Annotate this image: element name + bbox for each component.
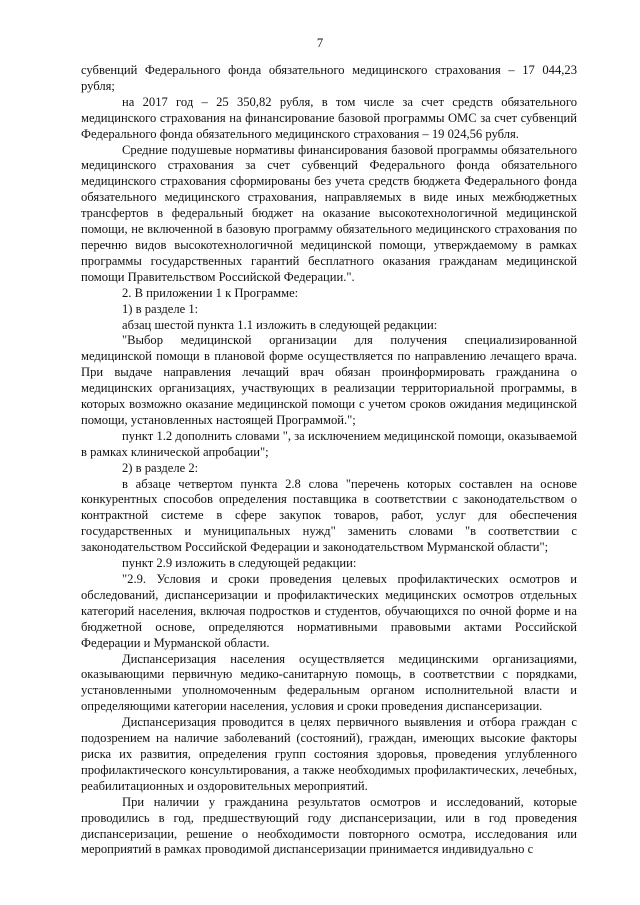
paragraph: в абзаце четвертом пункта 2.8 слова "перечень которых составлен на основе конкурентных способов определения поставщика в соответствии с законодательством о контрактной системе в сфере закупок товаров, работ, услуг для обеспечения государственных и муниципальных нужд" заменить словами "в соответствии с законодательством Российской Федерации и законодательством Мурманской области"; [81, 476, 577, 555]
paragraph: Диспансеризация населения осуществляется медицинскими организациями, оказывающими первичную медико-санитарную помощь, в соответствии с порядками, установленными уполномоченным федеральным органом исполнительной власти и определяющими категории населения, условия и сроки проведения диспансеризации. [81, 651, 577, 714]
page-number: 7 [316, 36, 324, 50]
paragraph: 2. В приложении 1 к Программе: [122, 285, 299, 300]
paragraph: субвенций Федерального фонда обязательного медицинского страхования – 17 044,23 рубля; [81, 63, 577, 93]
paragraph: 2) в разделе 2: [122, 460, 199, 475]
paragraph: пункт 1.2 дополнить словами ", за исключением медицинской помощи, оказываемой в рамках клинической апробации"; [81, 428, 577, 459]
document-body [81, 63, 577, 858]
paragraph: Средние подушевые нормативы финансирования базовой программы обязательного медицинского страхования за счет субвенций Федерального фонда обязательного медицинского страхования сформированы без учета средств бюджета Федерального фонда обязательного медицинского страхования, направляемых в виде иных межбюджетных трансфертов в федеральный бюджет на оказание высокотехнологичной медицинской помощи, не включенной в базовую программу обязательного медицинского страхования по перечню видов высокотехнологичной медицинской помощи, утверждаемому в рамках программы государственных гарантий бесплатного оказания гражданам медицинской помощи Правительством Российской Федерации.". [81, 142, 577, 284]
paragraph: абзац шестой пункта 1.1 изложить в следующей редакции: [122, 317, 438, 332]
paragraph: пункт 2.9 изложить в следующей редакции: [122, 556, 357, 571]
paragraph: "Выбор медицинской организации для получения специализированной медицинской помощи в плановой форме осуществляется по направлению лечащего врача. При выдаче направления лечащий врач обязан проинформировать гражданина о медицинских организациях, участвующих в реализации территориальной программы, в которых возможно оказание медицинской помощи с учетом сроков ожидания медицинской помощи, установленных настоящей Программой."; [81, 333, 577, 427]
paragraph: Диспансеризация проводится в целях первичного выявления и отбора граждан с подозрением на наличие заболеваний (состояний), граждан, имеющих высокие факторы риска их развития, определения групп состояния здоровья, проведения углубленного профилактического консультирования, а также необходимых профилактических, лечебных, реабилитационных и оздоровительных мероприятий. [81, 715, 577, 793]
paragraph: 1) в разделе 1: [122, 301, 199, 316]
paragraph: При наличии у гражданина результатов осмотров и исследований, которые проводились в год, предшествующий году диспансеризации, или в год проведения диспансеризации, решение о необходимости повторного осмотра, исследования или мероприятий в рамках проводимой диспансеризации принимается индивидуально с [81, 794, 577, 857]
paragraph: на 2017 год – 25 350,82 рубля, в том числе за счет средств обязательного медицинского страхования на финансирование базовой программы ОМС за счет субвенций Федерального фонда обязательного медицинского страхования – 19 024,56 рубля. [81, 94, 577, 141]
paragraph: "2.9. Условия и сроки проведения целевых профилактических осмотров и обследований, диспансеризации и профилактических медицинских осмотров отдельных категорий населения, включая подростков и студентов, обучающихся по очной форме и на бюджетной основе, определяются нормативными правовыми актами Российской Федерации и Мурманской области. [81, 572, 577, 650]
